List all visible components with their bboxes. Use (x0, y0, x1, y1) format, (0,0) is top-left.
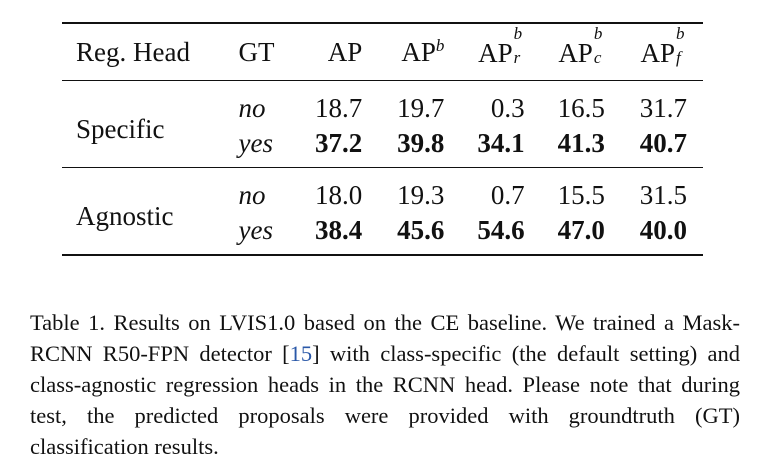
cell-ap-r: 34.1 (477, 128, 525, 158)
cell-ap-f: 40.7 (639, 128, 687, 158)
header-ap-f: AP b f (640, 24, 685, 68)
caption-text-suffix: ] with class-specific (the default setting) and class-agnostic regression heads in the RCNN head. Please note that during test, the predicted proposals were provided with groundtruth (GT) classification results. (30, 340, 740, 459)
cell-ap: 37.2 (315, 128, 363, 158)
header-gt: GT (238, 36, 275, 67)
cell-ap-r: 0.7 (490, 180, 525, 210)
table-caption (30, 307, 740, 462)
cell-ap: 18.7 (315, 93, 363, 123)
cell-ap-b: 45.6 (397, 215, 445, 245)
group-head-agnostic: Agnostic (76, 200, 174, 231)
header-ap-c: AP b c (558, 24, 603, 68)
table-row (62, 81, 703, 127)
header-ap-r: AP b r (478, 24, 523, 68)
table-header-row (62, 23, 703, 81)
cell-ap-f: 40.0 (639, 215, 687, 245)
table-row (62, 168, 703, 214)
results-table-container (62, 22, 703, 256)
header-ap-b: $AP^b$ (401, 36, 445, 67)
cell-gt: yes (238, 128, 273, 158)
cell-ap-f: 31.5 (639, 180, 687, 210)
citation-link[interactable]: 15 (289, 340, 313, 366)
cell-ap-c: 16.5 (557, 93, 605, 123)
cell-ap: 38.4 (315, 215, 363, 245)
caption-text-prefix: Table 1. Results on LVIS1.0 based on the CE baseline. We trained a Mask-RCNN R50-FPN detector [ (30, 309, 740, 366)
cell-ap-r: 54.6 (477, 215, 525, 245)
cell-gt: yes (238, 215, 273, 245)
cell-ap: 18.0 (315, 180, 363, 210)
cell-ap-b: 39.8 (397, 128, 445, 158)
cell-ap-r: 0.3 (490, 93, 525, 123)
cell-ap-f: 31.7 (639, 93, 687, 123)
cell-ap-c: 41.3 (557, 128, 605, 158)
cell-ap-b: 19.7 (397, 93, 445, 123)
cell-ap-c: 15.5 (557, 180, 605, 210)
cell-gt: no (238, 93, 266, 123)
cell-gt: no (238, 180, 266, 210)
cell-ap-c: 47.0 (557, 215, 605, 245)
header-reg-head: Reg. Head (76, 36, 190, 67)
header-ap: AP (327, 36, 363, 67)
results-table (62, 22, 703, 256)
cell-ap-b: 19.3 (397, 180, 445, 210)
group-head-specific: Specific (76, 113, 165, 144)
